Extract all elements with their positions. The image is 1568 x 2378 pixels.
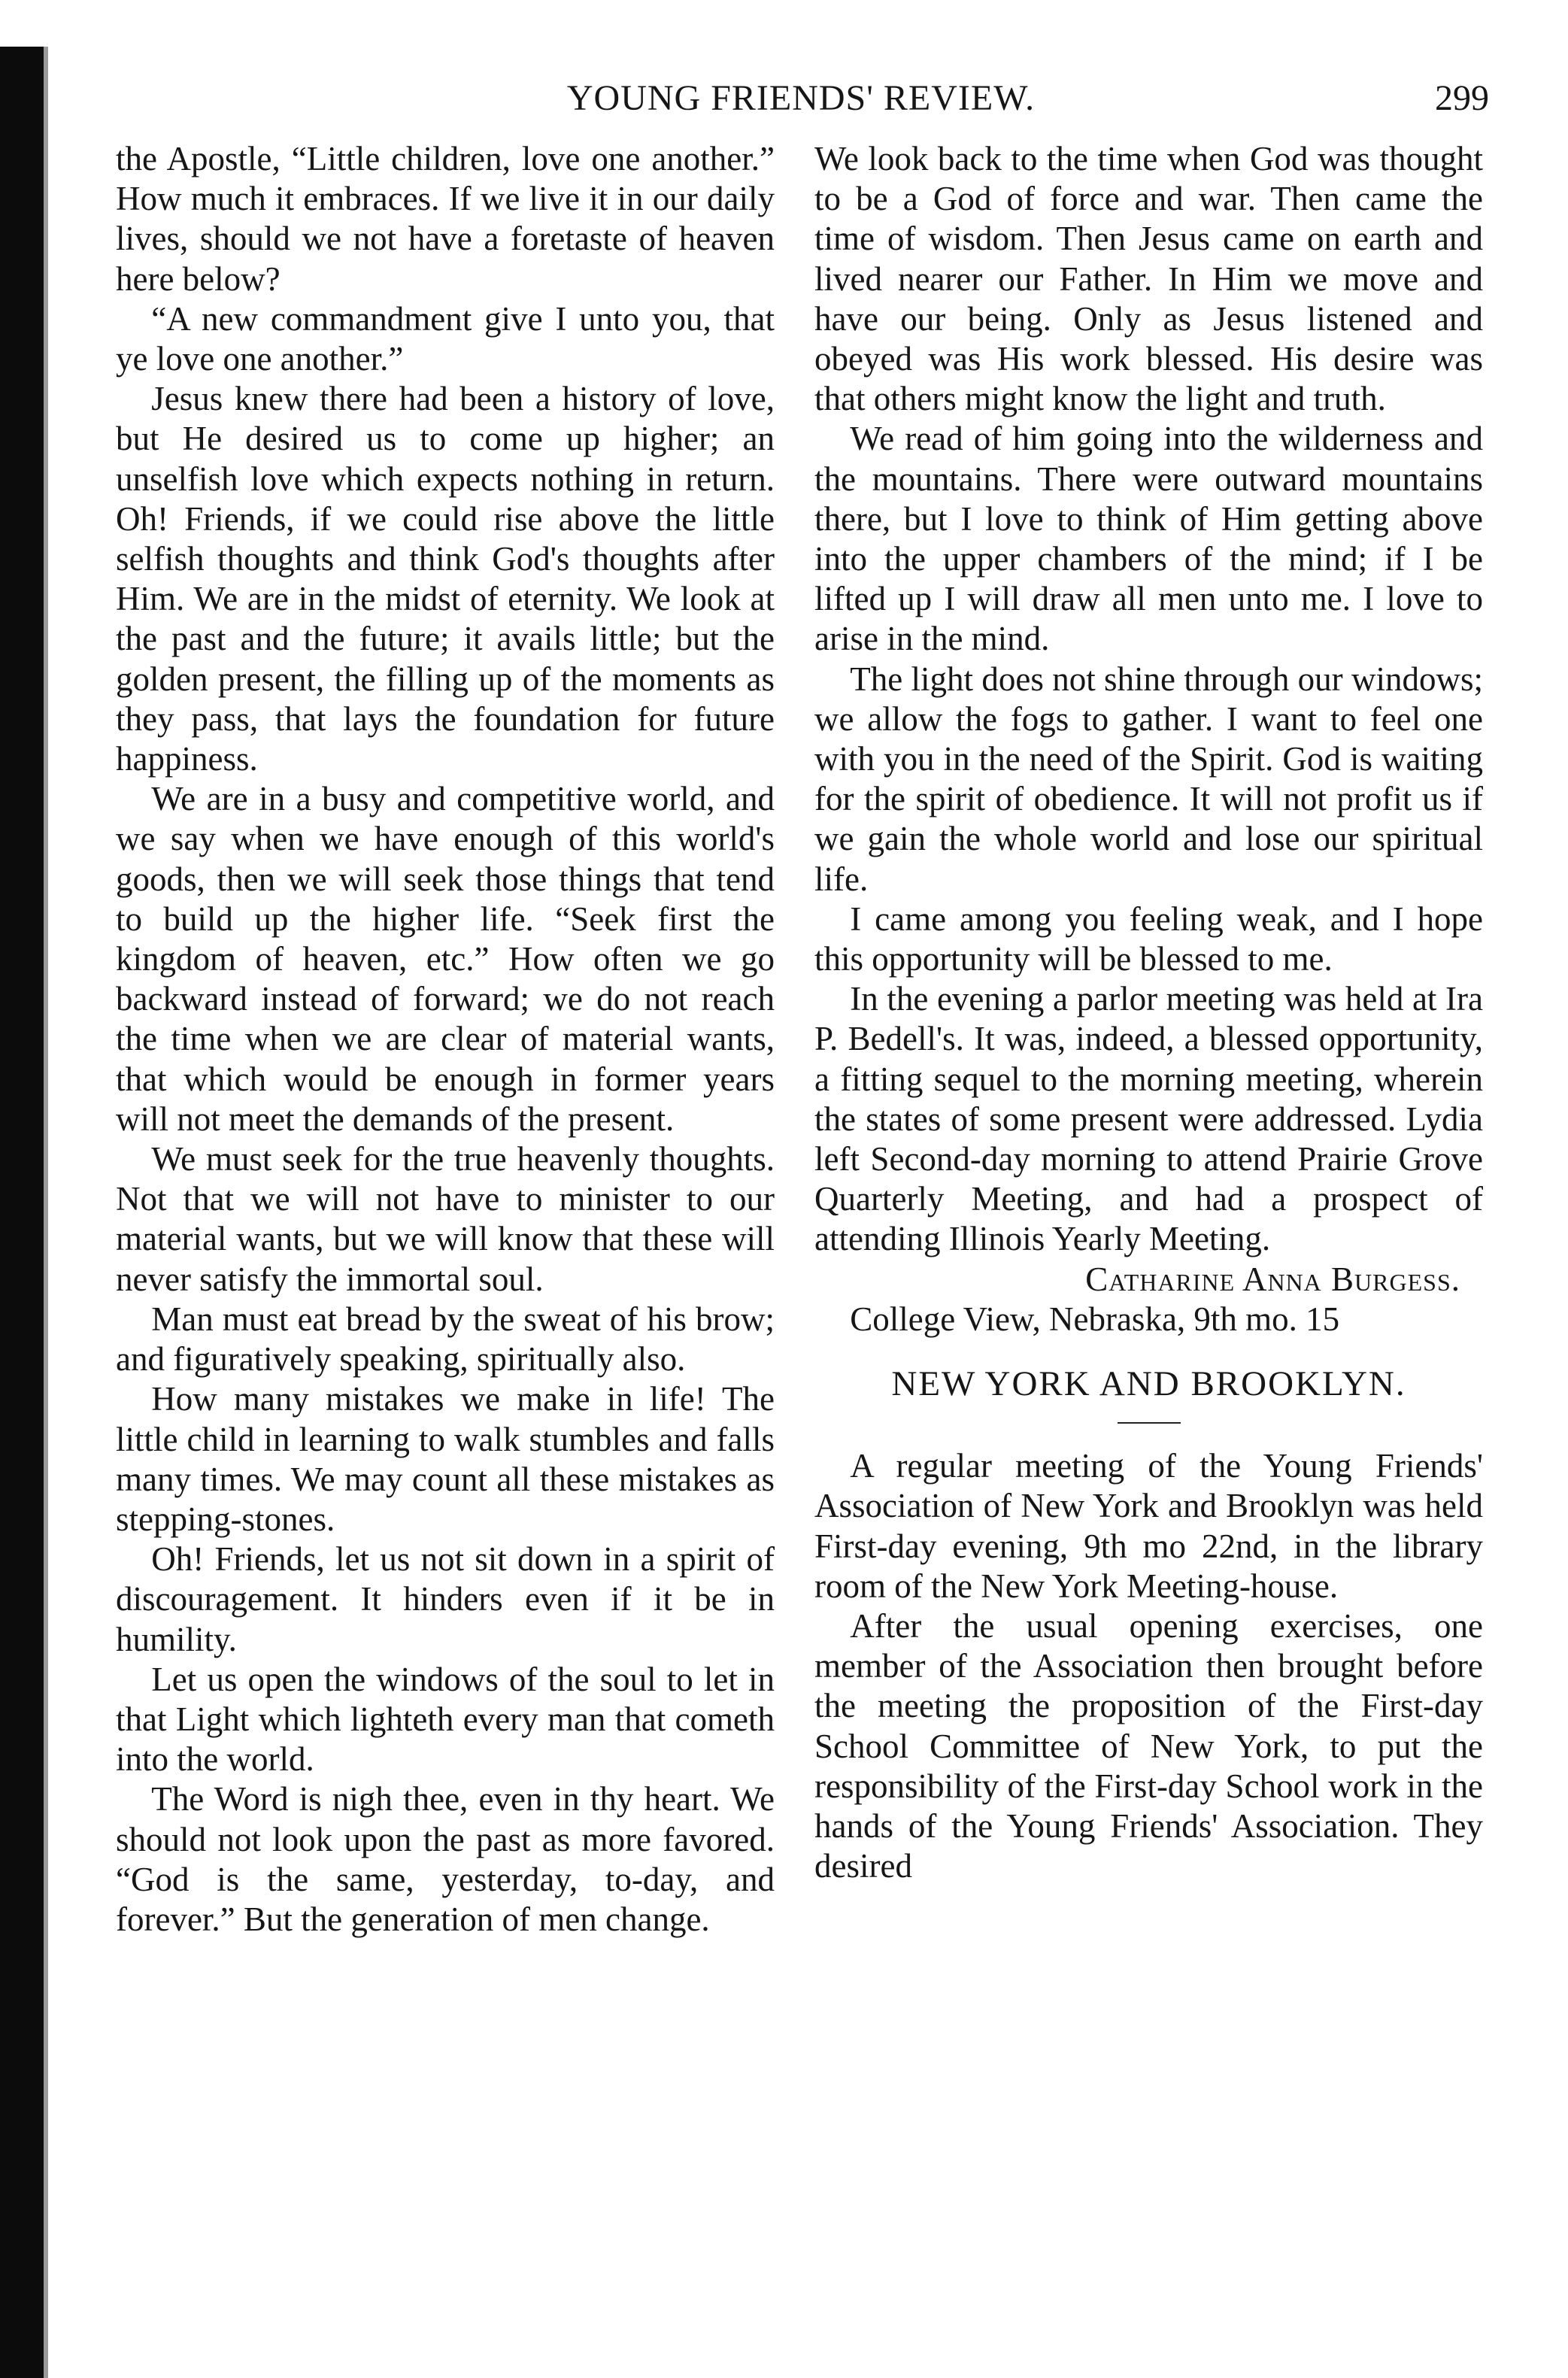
paragraph: “A new commandment give I unto you, that ye love one another.” — [116, 299, 775, 378]
running-head — [113, 72, 1489, 125]
page-number: 299 — [1435, 78, 1489, 118]
journal-title: YOUNG FRIENDS' REVIEW. — [566, 78, 1036, 118]
paragraph: Oh! Friends, let us not sit down in a spirit of discouragement. It hinders even if it be in humility. — [116, 1540, 775, 1658]
paragraph: The light does not shine through our windows; we allow the fogs to gather. I want to feel one with you in the need of the Spirit. God is waiting for the spirit of obedience. It will not profit us if we gain the whole world and lose our spiritual life. — [814, 660, 1483, 898]
paragraph: the Apostle, “Little children, love one another.” How much it embraces. If we live it in our daily lives, should we not have a foretaste of heaven here below? — [116, 140, 775, 298]
heading-divider — [1118, 1422, 1181, 1424]
paragraph: We must seek for the true heavenly thoughts. Not that we will not have to minister to our material wants, but we will know that these will never satisfy the immortal soul. — [116, 1140, 775, 1298]
paragraph: We are in a busy and competitive world, and we say when we have enough of this world's goods, then we will seek those things that tend to build up the higher life. “Seek first the kingdom of heaven, etc.” How often we go backward instead of forward; we do not reach the time when we are clear of material wants, that which would be enough in former years will not meet the demands of the present. — [116, 780, 775, 1138]
section-heading: NEW YORK AND BROOKLYN. — [891, 1364, 1406, 1404]
paragraph: How many mistakes we make in life! The little child in learning to walk stumbles and falls many times. We may count all these mistakes as stepping-stones. — [116, 1380, 775, 1538]
left-column — [116, 139, 775, 1940]
paragraph: Man must eat bread by the sweat of his brow; and figuratively speaking, spiritually also. — [116, 1300, 775, 1379]
paragraph: We read of him going into the wilderness and the mountains. There were outward mountains there, but I love to think of Him getting above into the upper chambers of the mind; if I be lifted up I will draw all men unto me. I love to arise in the mind. — [814, 420, 1483, 658]
paragraph: Let us open the windows of the soul to let in that Light which lighteth every man that cometh into the world. — [116, 1660, 775, 1779]
paragraph: In the evening a parlor meeting was held at Ira P. Bedell's. It was, indeed, a blessed opportunity, a fitting sequel to the morning meeting, wherein the states of some present were addressed. Lydia left Second-day morning to attend Prairie Grove Quarterly Meeting, and had a prospect of attending Illinois Yearly Meeting. — [814, 980, 1483, 1258]
paragraph: After the usual opening exercises, one member of the Association then brought before the meeting the proposition of the First-day School Committee of New York, to put the responsibility of the First-day School work in the hands of the Young Friends' Association. They desired — [814, 1606, 1483, 1885]
paragraph: Jesus knew there had been a history of love, but He desired us to come up higher; an unselfish love which expects nothing in return. Oh! Friends, if we could rise above the little selfish thoughts and think God's thoughts after Him. We are in the midst of eternity. We look at the past and the future; it avails little; but the golden present, the filling up of the moments as they pass, that lays the foundation for future happiness. — [116, 380, 775, 778]
right-column — [814, 139, 1483, 1886]
binding-edge-highlight — [44, 47, 48, 2378]
paragraph: A regular meeting of the Young Friends' Association of New York and Brooklyn was held First-day evening, 9th mo 22nd, in the library room of the New York Meeting-house. — [814, 1447, 1483, 1605]
paragraph: I came among you feeling weak, and I hope this opportunity will be blessed to me. — [814, 899, 1483, 978]
author-signature: Catharine Anna Burgess. — [1085, 1260, 1460, 1298]
binding-edge — [0, 47, 44, 2378]
dateline: College View, Nebraska, 9th mo. 15 — [850, 1300, 1340, 1338]
paragraph: The Word is nigh thee, even in thy heart. We should not look upon the past as more favored. “God is the same, yesterday, to-day, and forever.” But the generation of men change. — [116, 1780, 775, 1938]
paragraph: We look back to the time when God was thought to be a God of force and war. Then came the time of wisdom. Then Jesus came on earth and lived nearer our Father. In Him we move and have our being. Only as Jesus listened and obeyed was His work blessed. His desire was that others might know the light and truth. — [814, 140, 1483, 418]
